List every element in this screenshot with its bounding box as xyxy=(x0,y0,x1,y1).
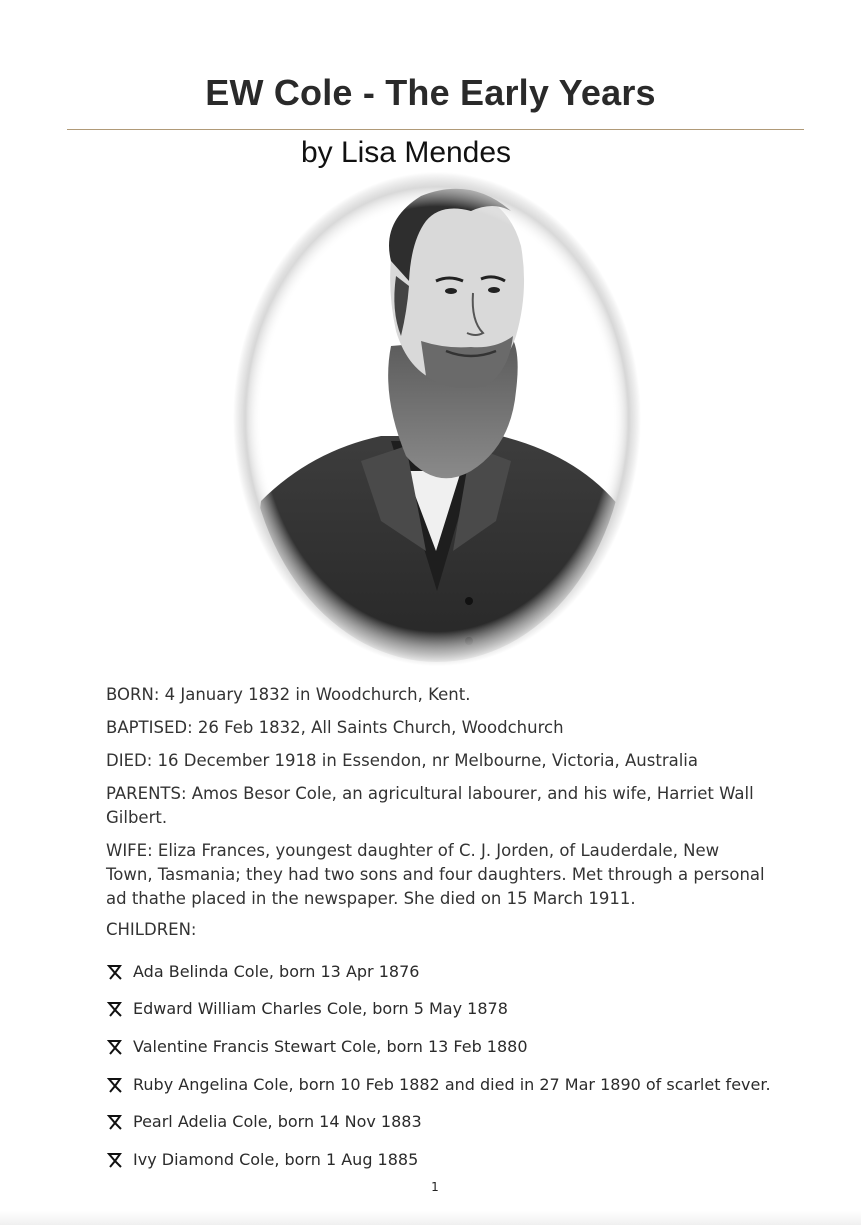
child-entry: Ruby Angelina Cole, born 10 Feb 1882 and died in 27 Mar 1890 of scarlet fever. xyxy=(133,1075,771,1094)
list-item xyxy=(106,1112,422,1131)
born-fact: BORN: 4 January 1832 in Woodchurch, Kent. xyxy=(106,685,471,704)
child-entry: Edward William Charles Cole, born 5 May 1878 xyxy=(133,999,508,1018)
list-item xyxy=(106,1075,771,1094)
child-entry: Pearl Adelia Cole, born 14 Nov 1883 xyxy=(133,1112,422,1131)
ribbon-bullet-icon xyxy=(106,1076,126,1094)
parents-fact: PARENTS: Amos Besor Cole, an agricultural labourer, and his wife, Harriet Wall Gilbert. xyxy=(106,784,754,827)
ribbon-bullet-icon xyxy=(106,1038,126,1056)
ribbon-bullet-icon xyxy=(106,1151,126,1169)
list-item xyxy=(106,1150,418,1169)
page-title: EW Cole - The Early Years xyxy=(205,72,656,113)
title-divider xyxy=(67,129,804,130)
ribbon-bullet-icon xyxy=(106,1000,126,1018)
page-number: 1 xyxy=(431,1180,439,1194)
died-fact: DIED: 16 December 1918 in Essendon, nr Melbourne, Victoria, Australia xyxy=(106,751,698,770)
children-list xyxy=(106,962,806,1182)
list-item xyxy=(106,962,419,981)
baptised-fact: BAPTISED: 26 Feb 1832, All Saints Church, Woodchurch xyxy=(106,718,564,737)
list-item xyxy=(106,999,508,1018)
biography-facts xyxy=(106,683,766,942)
ribbon-bullet-icon xyxy=(106,963,126,981)
child-entry: Ada Belinda Cole, born 13 Apr 1876 xyxy=(133,962,420,981)
child-entry: Valentine Francis Stewart Cole, born 13 Feb 1880 xyxy=(133,1037,528,1056)
portrait-image xyxy=(231,171,643,668)
list-item xyxy=(106,1037,528,1056)
children-heading: CHILDREN: xyxy=(106,920,197,939)
ribbon-bullet-icon xyxy=(106,1113,126,1131)
child-entry: Ivy Diamond Cole, born 1 Aug 1885 xyxy=(133,1150,419,1169)
wife-fact: WIFE: Eliza Frances, youngest daughter of C. J. Jorden, of Lauderdale, New Town, Tasmania; they had two sons and four daughters. Met through a personal ad thathe placed in the newspaper. She died on 15 March 1911. xyxy=(106,841,765,908)
page-bottom-edge xyxy=(0,1211,861,1225)
byline: by Lisa Mendes xyxy=(300,136,512,169)
